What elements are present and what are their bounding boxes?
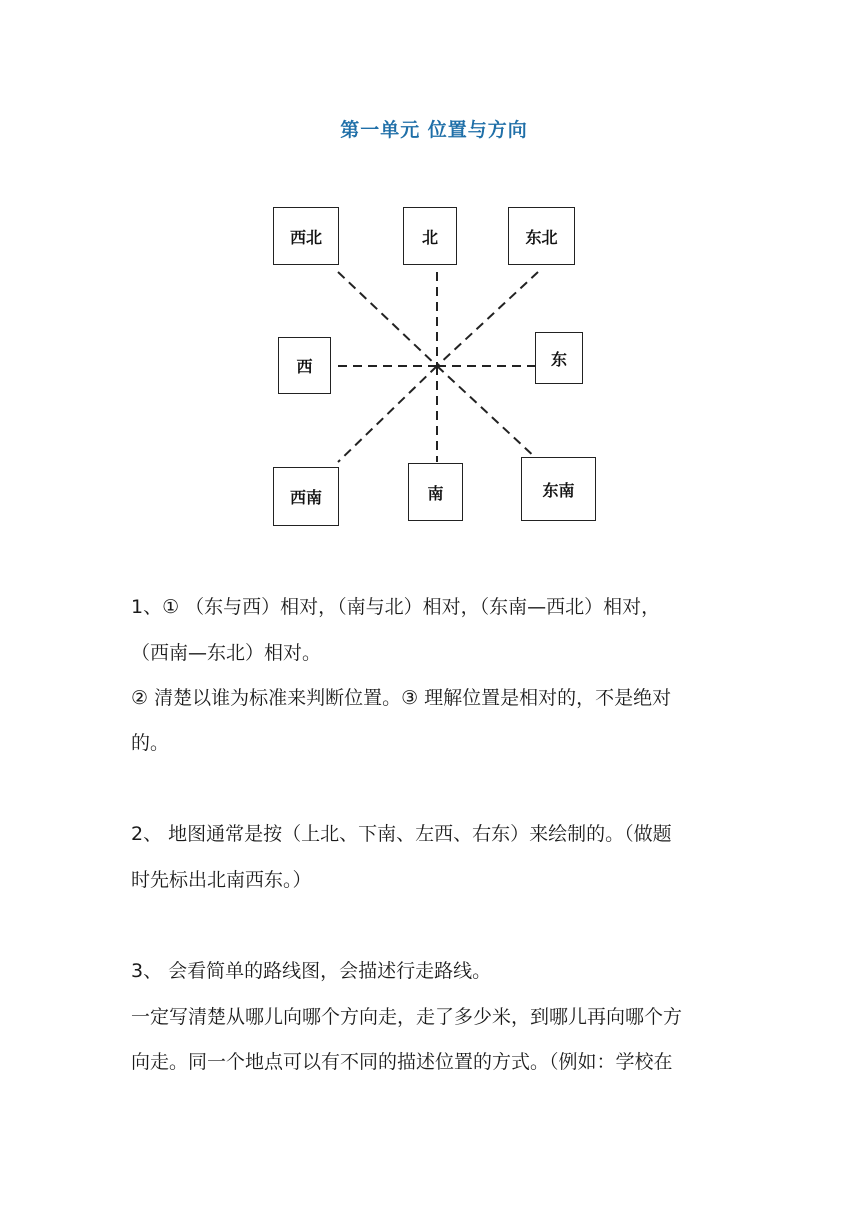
page-title: 第一单元 位置与方向 — [340, 119, 528, 141]
box-west: 西 — [278, 337, 331, 394]
text-line: 1、① （东与西）相对，（南与北）相对，（东南—西北）相对， — [131, 596, 661, 618]
text-line: 向走。同一个地点可以有不同的描述位置的方式。（例如：学校在 — [131, 1051, 673, 1073]
text-line: 的。 — [131, 732, 170, 754]
text-line: 3、 会看简单的路线图，会描述行走路线。 — [131, 960, 492, 982]
text-line: ② 清楚以谁为标准来判断位置。③ 理解位置是相对的，不是绝对 — [131, 687, 672, 709]
box-south: 南 — [408, 463, 463, 521]
box-northwest: 西北 — [273, 207, 339, 265]
box-southwest: 西南 — [273, 467, 339, 526]
text-line: 时先标出北南西东。） — [131, 869, 312, 891]
box-southeast: 东南 — [521, 457, 596, 521]
line-northwest — [338, 272, 437, 366]
box-northeast: 东北 — [508, 207, 575, 265]
line-southeast — [437, 366, 538, 460]
compass-diagram — [0, 0, 868, 560]
text-line: 一定写清楚从哪儿向哪个方向走，走了多少米，到哪儿再向哪个方 — [131, 1006, 683, 1028]
box-north: 北 — [403, 207, 457, 265]
line-southwest — [338, 366, 437, 462]
box-east: 东 — [535, 332, 583, 384]
line-northeast — [437, 272, 538, 366]
text-line: （西南—东北）相对。 — [131, 642, 322, 664]
text-line: 2、 地图通常是按（上北、下南、左西、右东）来绘制的。（做题 — [131, 823, 672, 845]
